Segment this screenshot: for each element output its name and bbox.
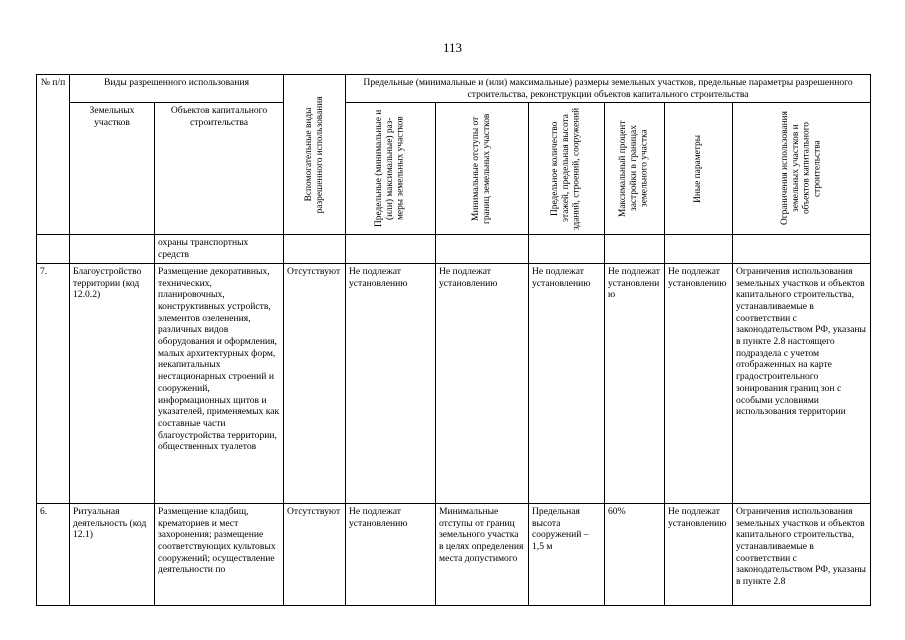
header-limit-col-4: Максимальный процент застройки в границах земельного участка [605, 103, 665, 235]
row-land-use: Ритуальная деятельность (код 12.1) [70, 503, 155, 605]
header-types-of-use: Виды разрешенного использования [70, 75, 284, 103]
row-c3: Не подлежат установлению [529, 263, 605, 503]
row-c4: 60% [605, 503, 665, 605]
row-c4: Не подлежат установлению [605, 263, 665, 503]
row-land-use: Благоустройство территории (код 12.0.2) [70, 263, 155, 503]
header-limit-col-5: Иные параметры [665, 103, 733, 235]
table-row [37, 235, 871, 263]
row-c2: Минимальные отступы от границ земельного участка в целях определения места допустимого [436, 503, 529, 605]
row-c1: Не подлежат установлению [346, 503, 436, 605]
header-limits-title: Предельные (минимальные и (или) максимальные) размеры земельных участков, предельные параметры разрешенного строительства, реконструкции объектов капитального строительства [346, 75, 871, 103]
header-land-plots: Земельных участков [70, 103, 155, 235]
row-c1 [346, 235, 436, 263]
row-c2: Не подлежат установлению [436, 263, 529, 503]
header-limit-col-6: Ограничения использования земельных участков и объектов капитального строительства [733, 103, 871, 235]
header-row-2 [37, 103, 871, 235]
header-limit-col-3: Предельное количество этажей, предельная высота зданий, строений, сооружений [529, 103, 605, 235]
header-limit-col-1: Предельные (минимальные и (или) максимальные) раз-меры земельных участков [346, 103, 436, 235]
header-row-1 [37, 75, 871, 103]
header-limit-col-2: Минимальные отступы от границ земельных участков [436, 103, 529, 235]
row-c3: Предельная высота сооружений – 1,5 м [529, 503, 605, 605]
table-row [37, 503, 871, 605]
row-num: 7. [37, 263, 70, 503]
regulations-table [36, 74, 871, 606]
row-num [37, 235, 70, 263]
row-c5: Не подлежат установлению [665, 503, 733, 605]
header-auxiliary: Вспомогательные виды разрешенного использования [284, 75, 346, 235]
row-c5: Не подлежат установлению [665, 263, 733, 503]
row-auxiliary: Отсутствуют [284, 503, 346, 605]
row-c3 [529, 235, 605, 263]
header-num: № п/п [37, 75, 70, 235]
row-c2 [436, 235, 529, 263]
row-objects: охраны транспортных средств [155, 235, 284, 263]
row-c5 [665, 235, 733, 263]
row-c1: Не подлежат установлению [346, 263, 436, 503]
row-auxiliary: Отсутствуют [284, 263, 346, 503]
row-c4 [605, 235, 665, 263]
row-c6: Ограничения использования земельных участков и объектов капитального строительства, устанавливаемые в соответствии с законодательством РФ, указаны в пункте 2.8 [733, 503, 871, 605]
row-auxiliary [284, 235, 346, 263]
table-row [37, 263, 871, 503]
page-number: 113 [442, 40, 463, 55]
row-objects: Размещение кладбищ, крематориев и мест захоронения; размещение соответствующих культовых сооружений; осуществление деятельности по [155, 503, 284, 605]
header-capital-objects: Объектов капитального строительства [155, 103, 284, 235]
row-land-use [70, 235, 155, 263]
row-c6 [733, 235, 871, 263]
row-c6: Ограничения использования земельных участков и объектов капитального строительства, устанавливаемые в соответствии с законодательством РФ, указаны в пункте 2.8 настоящего подраздела с учетом отображенных на карте градостроительного зонирования границ зон с особыми условиями использования территории [733, 263, 871, 503]
row-num: 6. [37, 503, 70, 605]
row-objects: Размещение декоративных, технических, планировочных, конструктивных устройств, элементов озеленения, различных видов оборудования и оформления, малых архитектурных форм, некапитальных нестационарных строений и сооружений, информационных щитов и указателей, применяемых как составные части благоустройства территории, общественных туалетов [155, 263, 284, 503]
